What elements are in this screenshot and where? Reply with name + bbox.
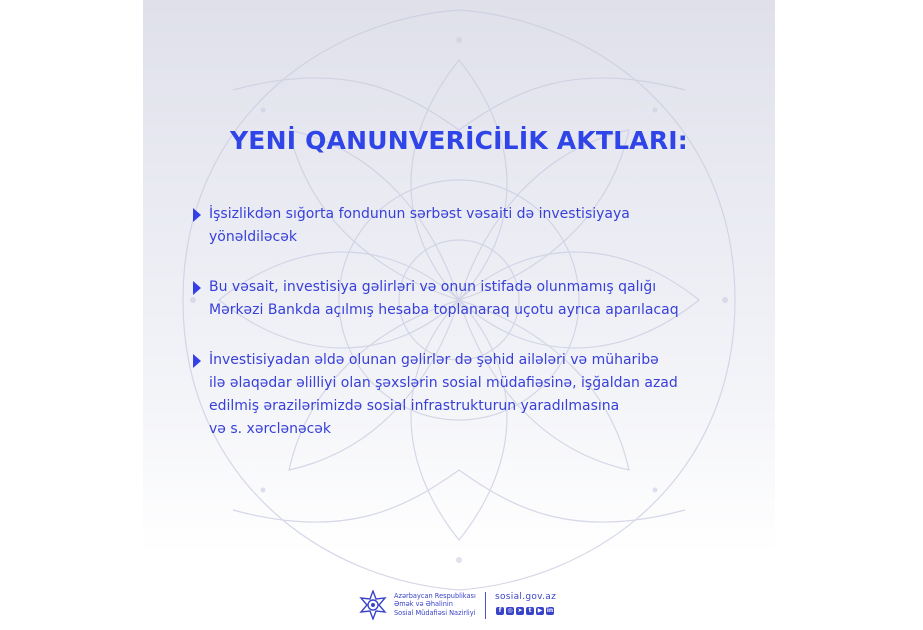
list-item bbox=[190, 276, 760, 322]
website-link[interactable]: sosial.gov.az bbox=[495, 592, 557, 602]
headline: YENİ QANUNVERİCİLİK AKTLARI: bbox=[230, 126, 688, 155]
ministry-logo-icon bbox=[359, 590, 387, 620]
youtube-icon[interactable]: ▶ bbox=[537, 607, 543, 614]
list-item bbox=[190, 203, 760, 249]
list-item-text: ilə əlaqədar əlilliyi olan şəxslərin sosial müdafiəsinə, işğaldan azad bbox=[209, 375, 678, 391]
ministry-name-line: Azərbaycan Respublikası bbox=[394, 592, 476, 600]
bullet-list bbox=[190, 203, 760, 441]
list-item-text: İnvestisiyadan əldə olunan gəlirlər də şəhid ailələri və müharibə bbox=[209, 352, 659, 368]
list-item-text: Mərkəzi Bankda açılmış hesaba toplanaraq uçotu ayrıca aparılacaq bbox=[209, 302, 679, 318]
info-card bbox=[143, 0, 775, 630]
triangle-bullet-icon bbox=[193, 354, 201, 368]
social-icons bbox=[496, 607, 554, 615]
triangle-bullet-icon bbox=[193, 208, 201, 222]
list-item-text: edilmiş ərazilərimizdə sosial infrastrukturun yaradılmasına bbox=[209, 398, 620, 414]
telegram-icon[interactable]: ➤ bbox=[517, 607, 523, 614]
ministry-name-line: Əmək və Əhalinin bbox=[394, 600, 453, 609]
footer-divider bbox=[485, 592, 486, 619]
list-item-text: yönəldiləcək bbox=[209, 229, 297, 245]
linkedin-icon[interactable]: in bbox=[546, 607, 554, 614]
footer bbox=[356, 590, 586, 624]
ministry-name-line: Sosial Müdafiəsi Nazirliyi bbox=[394, 608, 476, 617]
triangle-bullet-icon bbox=[193, 281, 201, 295]
facebook-icon[interactable]: f bbox=[496, 607, 504, 615]
list-item-text: İşsizlikdən sığorta fondunun sərbəst vəsaiti də investisiyaya bbox=[209, 206, 630, 222]
twitter-icon[interactable]: t bbox=[526, 607, 534, 615]
list-item-text: Bu vəsait, investisiya gəlirləri və onun istifadə olunmamış qalığı bbox=[209, 279, 657, 295]
list-item-text: və s. xərclənəcək bbox=[209, 421, 331, 437]
list-item bbox=[190, 349, 760, 441]
instagram-icon[interactable]: ◎ bbox=[507, 607, 513, 614]
ministry-name bbox=[394, 592, 476, 617]
